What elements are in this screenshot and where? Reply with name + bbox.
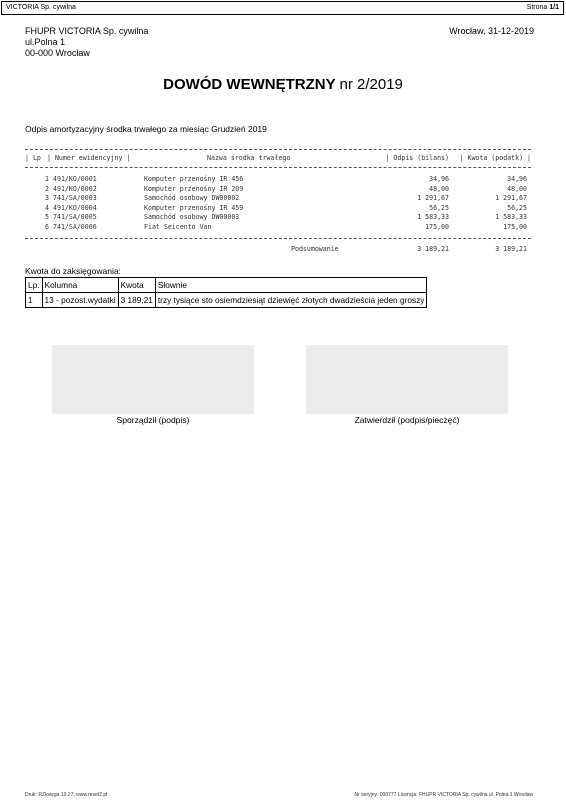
cell-bil: 34,96 [429,175,449,183]
cell-pod: 48,00 [507,184,527,193]
cell-lp: 2 [45,184,49,193]
signature-label-approved: Zatwierdził (podpis/pieczęć) [354,415,460,425]
document-subtitle: Odpis amortyzacyjny środka trwałego za miesiąc Grudzień 2019 [25,124,267,134]
document-number: nr 2/2019 [339,76,403,93]
cell-lp: 3 [45,194,49,203]
col-bil-header: | Odpis (bilans) [385,154,449,162]
kwota-col-slownie: Słownie [155,278,427,293]
signature-box-approved [306,345,508,414]
footer-print-info: Druk: RZksięga 10.27, www.reset2.pl [25,792,108,798]
kwota-col-lp: Lp. [26,278,43,293]
cell-name: Komputer przenośny IR 459 [144,203,244,212]
kwota-cell-kwota: 3 189,21 [118,293,155,308]
company-city: 00-000 Wrocław [25,48,90,58]
col-name-header: Nazwa środka trwałego [207,154,291,162]
signature-label-prepared: Sporządził (podpis) [116,415,190,425]
cell-bil: 175,00 [425,223,449,231]
cell-ev: 741/SA/0006 [53,223,97,231]
cell-name: Fiat Seicento Van [144,223,212,231]
cell-pod: 175,00 [503,223,527,231]
footer-license: Nr seryjny: 000777 Licencja: FHUPR VICTORIA Sp. cywilna ul. Polna 1 Wrocław [354,792,533,798]
kwota-table [25,277,427,308]
table-row [25,185,531,194]
cell-bil: 48,00 [429,184,449,193]
col-ev-header: | Numer ewidencyjny | [47,154,131,162]
cell-pod: 1 583,33 [495,213,527,222]
kwota-label: Kwota do zaksięgowania: [25,266,121,276]
document-title [0,76,566,93]
cell-lp: 4 [45,203,49,212]
cell-name: Samochód osobowy DW00002 [144,194,240,203]
cell-lp: 5 [45,213,49,222]
page-indicator [527,2,559,14]
header-bar [1,1,564,15]
kwota-cell-lp: 1 [26,293,43,308]
cell-lp: 1 [45,175,49,183]
document-title-text: DOWÓD WEWNĘTRZNY [163,76,336,93]
cell-name: Samochód osobowy DW00003 [144,213,240,222]
company-street: ul.Polna 1 [25,37,66,47]
divider [25,149,531,150]
cell-ev: 741/SA/0003 [53,194,97,203]
table-row [25,223,531,232]
kwota-col-kwota: Kwota [118,278,155,293]
col-lp-header: | Lp [25,154,41,162]
company-name: FHUPR VICTORIA Sp. cywilna [25,26,149,36]
summary-pod: 3 189,21 [495,245,527,253]
cell-bil: 1 291,67 [417,194,449,203]
company-address [25,26,148,59]
col-pod-header: | Kwota (podatk) | [459,154,531,162]
summary-bil: 3 189,21 [417,245,449,253]
cell-ev: 491/KO/0004 [53,203,97,212]
assets-summary [25,245,531,254]
cell-lp: 6 [45,223,49,231]
table-row [25,175,531,184]
assets-header [25,154,531,164]
table-row [25,204,531,213]
table-row [26,293,427,308]
cell-pod: 34,96 [507,175,527,183]
cell-name: Komputer przenośny IR 209 [144,184,244,193]
kwota-col-kolumna: Kolumna [42,278,118,293]
cell-bil: 1 583,33 [417,213,449,222]
cell-ev: 491/KO/0001 [53,175,97,183]
cell-ev: 741/SA/0005 [53,213,97,222]
place-date: Wrocław, 31-12-2019 [449,26,534,36]
cell-name: Komputer przenośny IR 456 [144,175,244,183]
divider [25,167,531,168]
cell-pod: 56,25 [507,203,527,212]
summary-label: Podsumowanie [291,245,339,253]
table-row [25,213,531,222]
table-row [25,194,531,203]
kwota-cell-kolumna: 13 - pozost.wydatki [42,293,118,308]
page-number: 1/1 [549,4,559,11]
divider [25,238,531,239]
cell-pod: 1 291,67 [495,194,527,203]
header-company: VICTORIA Sp. cywilna [6,4,76,11]
cell-bil: 56,25 [429,203,449,212]
kwota-cell-slownie: trzy tysiące sto osiemdziesiąt dziewięć złotych dwadzieścia jeden groszy [155,293,427,308]
page-prefix: Strona [526,4,550,11]
kwota-header-row [26,278,427,293]
signature-box-prepared [52,345,254,414]
cell-ev: 491/KO/0002 [53,184,97,193]
